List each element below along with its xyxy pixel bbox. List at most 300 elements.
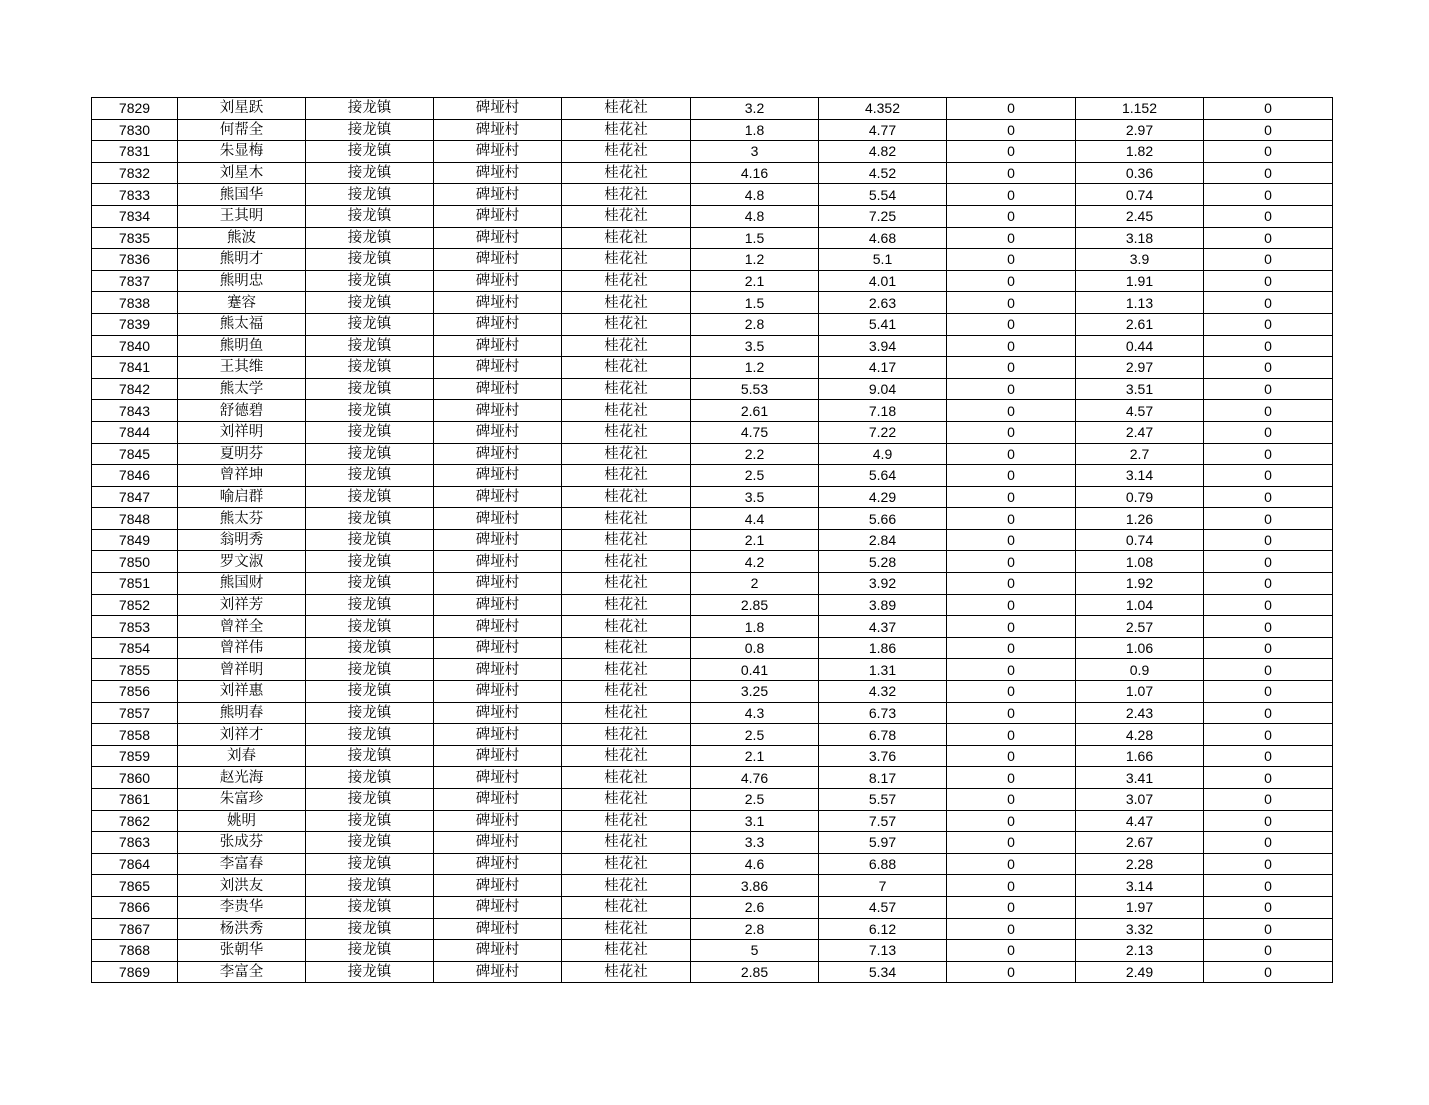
cell-id: 7839 <box>92 313 178 335</box>
table-row <box>92 896 1333 918</box>
cell-value-5: 0 <box>1204 918 1333 940</box>
cell-name: 熊明忠 <box>178 270 306 292</box>
cell-value-3: 0 <box>947 789 1076 811</box>
cell-name: 熊太芬 <box>178 508 306 530</box>
cell-value-4: 3.07 <box>1076 789 1204 811</box>
cell-value-3: 0 <box>947 832 1076 854</box>
cell-town: 接龙镇 <box>306 940 434 962</box>
cell-value-2: 3.94 <box>819 335 947 357</box>
table-row <box>92 832 1333 854</box>
cell-town: 接龙镇 <box>306 119 434 141</box>
table-row <box>92 486 1333 508</box>
cell-village: 碑垭村 <box>434 551 562 573</box>
cell-value-2: 4.29 <box>819 486 947 508</box>
cell-value-1: 2.85 <box>691 594 819 616</box>
cell-id: 7854 <box>92 637 178 659</box>
cell-value-3: 0 <box>947 616 1076 638</box>
cell-id: 7868 <box>92 940 178 962</box>
cell-value-4: 4.47 <box>1076 810 1204 832</box>
cell-village: 碑垭村 <box>434 832 562 854</box>
cell-town: 接龙镇 <box>306 162 434 184</box>
cell-value-5: 0 <box>1204 594 1333 616</box>
table-row <box>92 767 1333 789</box>
cell-village: 碑垭村 <box>434 508 562 530</box>
cell-town: 接龙镇 <box>306 594 434 616</box>
cell-value-5: 0 <box>1204 702 1333 724</box>
cell-town: 接龙镇 <box>306 205 434 227</box>
cell-village: 碑垭村 <box>434 767 562 789</box>
cell-value-4: 1.82 <box>1076 141 1204 163</box>
cell-value-1: 3.3 <box>691 832 819 854</box>
cell-group: 桂花社 <box>562 573 691 595</box>
cell-value-2: 7.22 <box>819 421 947 443</box>
cell-id: 7837 <box>92 270 178 292</box>
cell-id: 7858 <box>92 724 178 746</box>
cell-name: 刘星跃 <box>178 98 306 120</box>
cell-group: 桂花社 <box>562 313 691 335</box>
cell-group: 桂花社 <box>562 961 691 983</box>
cell-town: 接龙镇 <box>306 896 434 918</box>
cell-id: 7844 <box>92 421 178 443</box>
cell-value-3: 0 <box>947 724 1076 746</box>
cell-value-2: 1.86 <box>819 637 947 659</box>
cell-value-2: 7.25 <box>819 205 947 227</box>
cell-group: 桂花社 <box>562 810 691 832</box>
cell-town: 接龙镇 <box>306 141 434 163</box>
cell-value-2: 4.68 <box>819 227 947 249</box>
cell-name: 曾祥坤 <box>178 465 306 487</box>
table-row <box>92 789 1333 811</box>
cell-value-3: 0 <box>947 313 1076 335</box>
table-row <box>92 227 1333 249</box>
cell-value-2: 7.18 <box>819 400 947 422</box>
cell-value-4: 1.97 <box>1076 896 1204 918</box>
table-row <box>92 421 1333 443</box>
cell-value-5: 0 <box>1204 141 1333 163</box>
cell-village: 碑垭村 <box>434 724 562 746</box>
cell-value-5: 0 <box>1204 789 1333 811</box>
table-row <box>92 465 1333 487</box>
table-row <box>92 875 1333 897</box>
cell-name: 姚明 <box>178 810 306 832</box>
cell-value-1: 3.5 <box>691 335 819 357</box>
cell-id: 7853 <box>92 616 178 638</box>
table-row <box>92 357 1333 379</box>
cell-value-1: 0.41 <box>691 659 819 681</box>
cell-value-2: 8.17 <box>819 767 947 789</box>
cell-value-1: 2.85 <box>691 961 819 983</box>
cell-group: 桂花社 <box>562 896 691 918</box>
cell-village: 碑垭村 <box>434 702 562 724</box>
cell-name: 刘星木 <box>178 162 306 184</box>
cell-value-3: 0 <box>947 162 1076 184</box>
cell-village: 碑垭村 <box>434 896 562 918</box>
cell-id: 7833 <box>92 184 178 206</box>
cell-value-2: 5.1 <box>819 249 947 271</box>
cell-value-5: 0 <box>1204 162 1333 184</box>
cell-value-2: 3.76 <box>819 745 947 767</box>
cell-name: 刘祥惠 <box>178 681 306 703</box>
cell-value-1: 5 <box>691 940 819 962</box>
cell-value-1: 2.1 <box>691 745 819 767</box>
table-row <box>92 400 1333 422</box>
cell-value-5: 0 <box>1204 443 1333 465</box>
cell-value-3: 0 <box>947 961 1076 983</box>
cell-village: 碑垭村 <box>434 810 562 832</box>
cell-name: 熊明鱼 <box>178 335 306 357</box>
table-row <box>92 961 1333 983</box>
cell-value-2: 4.37 <box>819 616 947 638</box>
cell-value-2: 4.52 <box>819 162 947 184</box>
cell-group: 桂花社 <box>562 616 691 638</box>
cell-town: 接龙镇 <box>306 249 434 271</box>
cell-value-5: 0 <box>1204 961 1333 983</box>
cell-value-5: 0 <box>1204 724 1333 746</box>
cell-value-1: 2.1 <box>691 270 819 292</box>
cell-town: 接龙镇 <box>306 789 434 811</box>
cell-village: 碑垭村 <box>434 98 562 120</box>
cell-value-2: 4.352 <box>819 98 947 120</box>
cell-value-3: 0 <box>947 486 1076 508</box>
cell-group: 桂花社 <box>562 529 691 551</box>
cell-value-3: 0 <box>947 637 1076 659</box>
cell-village: 碑垭村 <box>434 486 562 508</box>
cell-value-5: 0 <box>1204 573 1333 595</box>
cell-value-3: 0 <box>947 918 1076 940</box>
cell-town: 接龙镇 <box>306 616 434 638</box>
cell-village: 碑垭村 <box>434 184 562 206</box>
table-row <box>92 119 1333 141</box>
cell-name: 张成芬 <box>178 832 306 854</box>
cell-value-5: 0 <box>1204 421 1333 443</box>
cell-town: 接龙镇 <box>306 357 434 379</box>
cell-village: 碑垭村 <box>434 292 562 314</box>
cell-name: 李富春 <box>178 853 306 875</box>
cell-village: 碑垭村 <box>434 659 562 681</box>
cell-town: 接龙镇 <box>306 702 434 724</box>
cell-town: 接龙镇 <box>306 378 434 400</box>
cell-name: 赵光海 <box>178 767 306 789</box>
table-row <box>92 443 1333 465</box>
cell-value-1: 3.25 <box>691 681 819 703</box>
cell-group: 桂花社 <box>562 249 691 271</box>
cell-group: 桂花社 <box>562 594 691 616</box>
cell-id: 7843 <box>92 400 178 422</box>
cell-value-1: 0.8 <box>691 637 819 659</box>
cell-village: 碑垭村 <box>434 681 562 703</box>
cell-village: 碑垭村 <box>434 421 562 443</box>
cell-value-1: 3.1 <box>691 810 819 832</box>
cell-value-2: 4.32 <box>819 681 947 703</box>
cell-group: 桂花社 <box>562 745 691 767</box>
cell-village: 碑垭村 <box>434 400 562 422</box>
table-row <box>92 551 1333 573</box>
cell-group: 桂花社 <box>562 119 691 141</box>
cell-village: 碑垭村 <box>434 940 562 962</box>
cell-value-2: 5.66 <box>819 508 947 530</box>
cell-value-4: 3.14 <box>1076 465 1204 487</box>
cell-value-5: 0 <box>1204 875 1333 897</box>
cell-name: 朱显梅 <box>178 141 306 163</box>
table-row <box>92 573 1333 595</box>
cell-value-1: 5.53 <box>691 378 819 400</box>
cell-value-5: 0 <box>1204 292 1333 314</box>
cell-value-2: 5.41 <box>819 313 947 335</box>
cell-value-2: 2.63 <box>819 292 947 314</box>
cell-value-3: 0 <box>947 594 1076 616</box>
cell-value-2: 5.34 <box>819 961 947 983</box>
cell-village: 碑垭村 <box>434 961 562 983</box>
cell-id: 7842 <box>92 378 178 400</box>
cell-value-2: 6.73 <box>819 702 947 724</box>
cell-village: 碑垭村 <box>434 616 562 638</box>
table-row <box>92 616 1333 638</box>
cell-value-5: 0 <box>1204 335 1333 357</box>
cell-value-1: 1.8 <box>691 119 819 141</box>
cell-value-3: 0 <box>947 702 1076 724</box>
cell-group: 桂花社 <box>562 486 691 508</box>
cell-value-5: 0 <box>1204 551 1333 573</box>
cell-name: 何帮全 <box>178 119 306 141</box>
cell-value-5: 0 <box>1204 205 1333 227</box>
cell-value-4: 0.44 <box>1076 335 1204 357</box>
cell-group: 桂花社 <box>562 184 691 206</box>
cell-group: 桂花社 <box>562 205 691 227</box>
cell-value-3: 0 <box>947 249 1076 271</box>
cell-group: 桂花社 <box>562 335 691 357</box>
cell-value-1: 2.2 <box>691 443 819 465</box>
cell-value-5: 0 <box>1204 378 1333 400</box>
cell-name: 熊明春 <box>178 702 306 724</box>
cell-value-1: 3 <box>691 141 819 163</box>
cell-value-1: 3.2 <box>691 98 819 120</box>
cell-town: 接龙镇 <box>306 529 434 551</box>
cell-value-3: 0 <box>947 205 1076 227</box>
cell-group: 桂花社 <box>562 292 691 314</box>
table-row <box>92 745 1333 767</box>
cell-value-4: 2.61 <box>1076 313 1204 335</box>
cell-value-1: 2.5 <box>691 724 819 746</box>
cell-value-1: 4.6 <box>691 853 819 875</box>
table-row <box>92 702 1333 724</box>
cell-group: 桂花社 <box>562 508 691 530</box>
cell-name: 熊明才 <box>178 249 306 271</box>
cell-group: 桂花社 <box>562 875 691 897</box>
cell-group: 桂花社 <box>562 465 691 487</box>
cell-value-1: 1.8 <box>691 616 819 638</box>
cell-town: 接龙镇 <box>306 918 434 940</box>
cell-value-2: 5.28 <box>819 551 947 573</box>
cell-id: 7832 <box>92 162 178 184</box>
cell-name: 张朝华 <box>178 940 306 962</box>
cell-value-4: 0.79 <box>1076 486 1204 508</box>
table-row <box>92 681 1333 703</box>
cell-town: 接龙镇 <box>306 832 434 854</box>
cell-group: 桂花社 <box>562 421 691 443</box>
cell-id: 7867 <box>92 918 178 940</box>
cell-value-3: 0 <box>947 270 1076 292</box>
cell-village: 碑垭村 <box>434 313 562 335</box>
cell-name: 刘祥才 <box>178 724 306 746</box>
cell-town: 接龙镇 <box>306 853 434 875</box>
cell-value-1: 4.2 <box>691 551 819 573</box>
cell-value-3: 0 <box>947 357 1076 379</box>
cell-value-5: 0 <box>1204 508 1333 530</box>
cell-value-4: 1.07 <box>1076 681 1204 703</box>
cell-value-3: 0 <box>947 508 1076 530</box>
table-row <box>92 162 1333 184</box>
cell-name: 王其维 <box>178 357 306 379</box>
cell-group: 桂花社 <box>562 681 691 703</box>
cell-value-3: 0 <box>947 421 1076 443</box>
cell-value-3: 0 <box>947 184 1076 206</box>
cell-id: 7836 <box>92 249 178 271</box>
cell-value-1: 4.4 <box>691 508 819 530</box>
cell-id: 7855 <box>92 659 178 681</box>
cell-town: 接龙镇 <box>306 551 434 573</box>
cell-name: 刘洪友 <box>178 875 306 897</box>
cell-name: 刘春 <box>178 745 306 767</box>
cell-value-5: 0 <box>1204 896 1333 918</box>
table-row <box>92 508 1333 530</box>
cell-name: 杨洪秀 <box>178 918 306 940</box>
cell-town: 接龙镇 <box>306 486 434 508</box>
cell-value-2: 3.92 <box>819 573 947 595</box>
cell-name: 李富全 <box>178 961 306 983</box>
cell-value-4: 0.74 <box>1076 529 1204 551</box>
cell-value-3: 0 <box>947 378 1076 400</box>
cell-town: 接龙镇 <box>306 961 434 983</box>
cell-value-4: 2.97 <box>1076 119 1204 141</box>
cell-value-5: 0 <box>1204 400 1333 422</box>
cell-name: 熊太福 <box>178 313 306 335</box>
cell-value-4: 1.152 <box>1076 98 1204 120</box>
cell-id: 7845 <box>92 443 178 465</box>
cell-value-4: 2.13 <box>1076 940 1204 962</box>
cell-value-1: 4.76 <box>691 767 819 789</box>
cell-village: 碑垭村 <box>434 853 562 875</box>
cell-id: 7850 <box>92 551 178 573</box>
cell-group: 桂花社 <box>562 702 691 724</box>
cell-name: 刘祥明 <box>178 421 306 443</box>
cell-value-2: 4.17 <box>819 357 947 379</box>
cell-name: 翁明秀 <box>178 529 306 551</box>
cell-town: 接龙镇 <box>306 724 434 746</box>
cell-value-1: 3.5 <box>691 486 819 508</box>
cell-value-1: 2.61 <box>691 400 819 422</box>
cell-name: 曾祥全 <box>178 616 306 638</box>
cell-value-4: 1.08 <box>1076 551 1204 573</box>
cell-village: 碑垭村 <box>434 249 562 271</box>
cell-id: 7861 <box>92 789 178 811</box>
cell-group: 桂花社 <box>562 659 691 681</box>
cell-name: 熊国财 <box>178 573 306 595</box>
cell-id: 7852 <box>92 594 178 616</box>
cell-town: 接龙镇 <box>306 227 434 249</box>
cell-village: 碑垭村 <box>434 443 562 465</box>
cell-value-2: 4.9 <box>819 443 947 465</box>
cell-id: 7831 <box>92 141 178 163</box>
table-row <box>92 292 1333 314</box>
cell-group: 桂花社 <box>562 270 691 292</box>
cell-village: 碑垭村 <box>434 573 562 595</box>
cell-value-1: 1.5 <box>691 292 819 314</box>
cell-value-5: 0 <box>1204 940 1333 962</box>
cell-name: 舒德碧 <box>178 400 306 422</box>
cell-town: 接龙镇 <box>306 270 434 292</box>
cell-value-3: 0 <box>947 767 1076 789</box>
table-row <box>92 594 1333 616</box>
cell-group: 桂花社 <box>562 853 691 875</box>
cell-value-4: 1.92 <box>1076 573 1204 595</box>
cell-village: 碑垭村 <box>434 637 562 659</box>
cell-village: 碑垭村 <box>434 205 562 227</box>
cell-value-4: 0.74 <box>1076 184 1204 206</box>
cell-group: 桂花社 <box>562 162 691 184</box>
cell-value-4: 2.47 <box>1076 421 1204 443</box>
cell-town: 接龙镇 <box>306 573 434 595</box>
cell-town: 接龙镇 <box>306 292 434 314</box>
cell-value-1: 4.75 <box>691 421 819 443</box>
cell-value-1: 4.8 <box>691 184 819 206</box>
cell-value-3: 0 <box>947 940 1076 962</box>
cell-town: 接龙镇 <box>306 421 434 443</box>
cell-value-2: 7.57 <box>819 810 947 832</box>
cell-value-3: 0 <box>947 573 1076 595</box>
cell-value-4: 1.26 <box>1076 508 1204 530</box>
table-row <box>92 205 1333 227</box>
cell-value-4: 2.28 <box>1076 853 1204 875</box>
cell-village: 碑垭村 <box>434 875 562 897</box>
cell-value-5: 0 <box>1204 529 1333 551</box>
table-row <box>92 853 1333 875</box>
cell-value-2: 4.77 <box>819 119 947 141</box>
cell-value-4: 0.36 <box>1076 162 1204 184</box>
cell-village: 碑垭村 <box>434 529 562 551</box>
cell-value-4: 3.18 <box>1076 227 1204 249</box>
cell-name: 熊太学 <box>178 378 306 400</box>
cell-value-5: 0 <box>1204 681 1333 703</box>
cell-id: 7846 <box>92 465 178 487</box>
table-row <box>92 335 1333 357</box>
cell-value-5: 0 <box>1204 810 1333 832</box>
cell-name: 曾祥明 <box>178 659 306 681</box>
cell-value-1: 2.8 <box>691 313 819 335</box>
cell-id: 7860 <box>92 767 178 789</box>
cell-value-5: 0 <box>1204 853 1333 875</box>
cell-value-3: 0 <box>947 119 1076 141</box>
cell-value-1: 2.6 <box>691 896 819 918</box>
cell-value-5: 0 <box>1204 659 1333 681</box>
cell-value-5: 0 <box>1204 119 1333 141</box>
table-row <box>92 810 1333 832</box>
cell-value-4: 2.49 <box>1076 961 1204 983</box>
cell-id: 7851 <box>92 573 178 595</box>
cell-group: 桂花社 <box>562 141 691 163</box>
cell-group: 桂花社 <box>562 767 691 789</box>
cell-id: 7864 <box>92 853 178 875</box>
table-row <box>92 529 1333 551</box>
cell-group: 桂花社 <box>562 551 691 573</box>
cell-group: 桂花社 <box>562 918 691 940</box>
cell-town: 接龙镇 <box>306 508 434 530</box>
cell-value-4: 1.13 <box>1076 292 1204 314</box>
cell-value-4: 2.97 <box>1076 357 1204 379</box>
cell-value-2: 6.88 <box>819 853 947 875</box>
cell-village: 碑垭村 <box>434 162 562 184</box>
cell-group: 桂花社 <box>562 637 691 659</box>
cell-value-3: 0 <box>947 551 1076 573</box>
